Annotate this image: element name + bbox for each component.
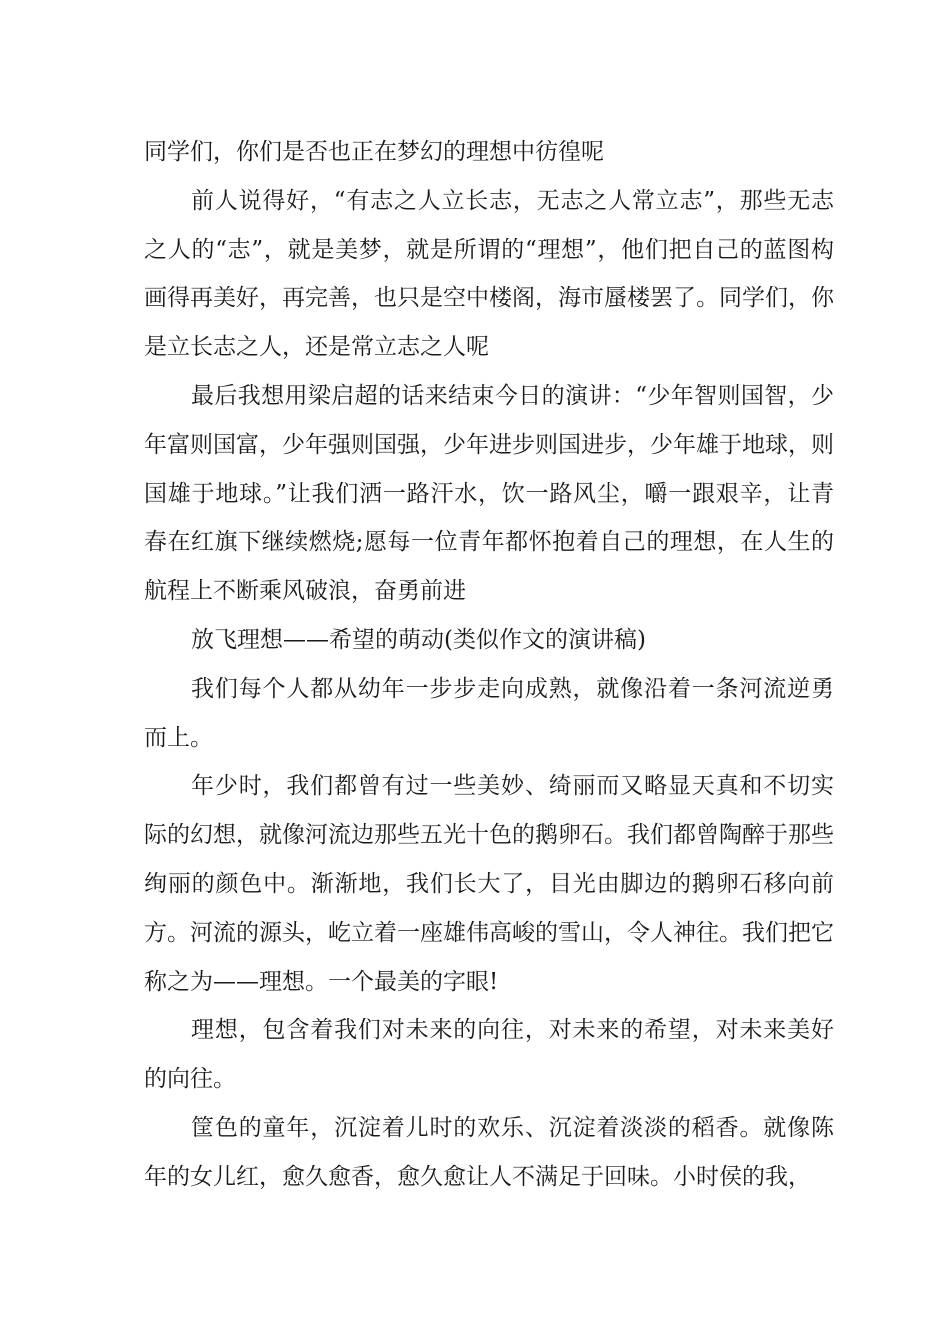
paragraph-6: 年少时，我们都曾有过一些美妙、绮丽而又略显天真和不切实际的幻想，就像河流边那些五光十色的鹅卵石。我们都曾陶醉于那些绚丽的颜色中。渐渐地，我们长大了，目光由脚边的鹅卵石移向前方。河流的源头，屹立着一座雄伟高峻的雪山，令人神往。我们把它称之为——理想。一个最美的字眼!: [144, 773, 834, 995]
paragraph-8: 筐色的童年，沉淀着儿时的欢乐、沉淀着淡淡的稻香。就像陈年的女儿红，愈久愈香，愈久愈让人不满足于回味。小时侯的我，: [144, 1114, 834, 1190]
paragraph-7: 理想，包含着我们对未来的向往，对未来的希望，对未来美好的向往。: [144, 1017, 834, 1093]
paragraph-4-heading: 放飞理想——希望的萌动(类似作文的演讲稿): [191, 626, 646, 653]
paragraph-1: 同学们，你们是否也正在梦幻的理想中彷徨呢: [144, 139, 604, 165]
paragraph-2: 前人说得好，“有志之人立长志，无志之人常立志”，那些无志之人的“志”，就是美梦，就是所谓的“理想”，他们把自己的蓝图构画得再美好，再完善，也只是空中楼阁，海市蜃楼罢了。同学们，你是立长志之人，还是常立志之人呢: [144, 187, 834, 361]
document-body: [144, 128, 834, 1202]
paragraph-3: 最后我想用梁启超的话来结束今日的演讲：“少年智则国智，少年富则国富，少年强则国强，少年进步则国进步，少年雄于地球，则国雄于地球。”让我们洒一路汗水，饮一路风尘，嚼一跟艰辛，让青春在红旗下继续燃烧;愿每一位青年都怀抱着自己的理想，在人生的航程上不断乘风破浪，奋勇前进: [144, 382, 834, 605]
paragraph-5: 我们每个人都从幼年一步步走向成熟，就像沿着一条河流逆勇而上。: [144, 675, 834, 751]
